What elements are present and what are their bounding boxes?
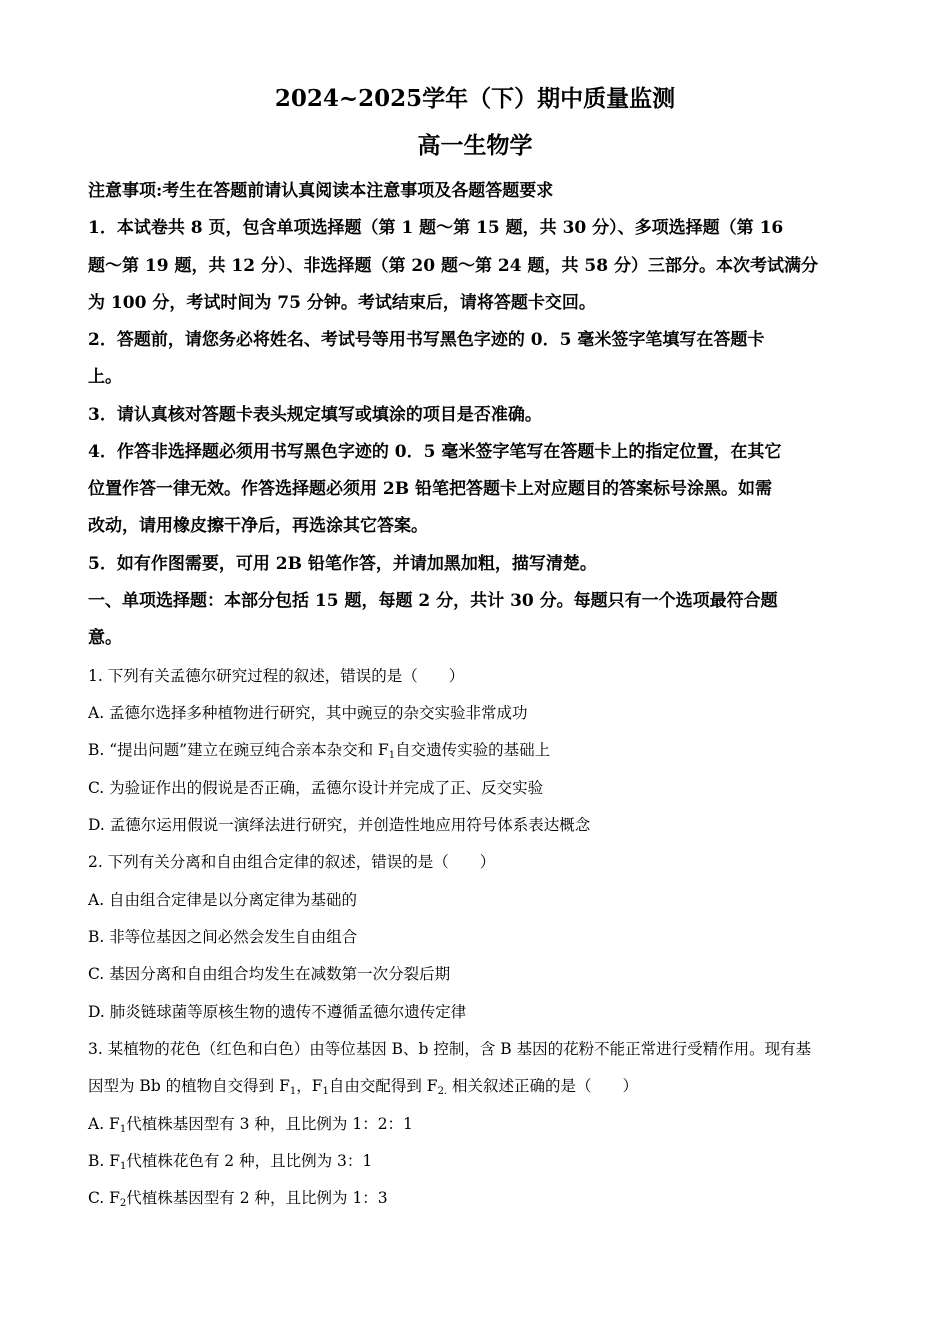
question-1-option-a: A. 孟德尔选择多种植物进行研究，其中豌豆的杂交实验非常成功: [88, 704, 528, 722]
question-2-stem: 2. 下列有关分离和自由组合定律的叙述，错误的是（ ）: [88, 853, 496, 871]
notice-line: 1．本试卷共 8 页，包含单项选择题（第 1 题～第 15 题，共 30 分）、多项选择题（第 16: [88, 218, 784, 238]
question-1-option-b: B. “提出问题”建立在豌豆纯合亲本杂交和 $F_1$自交遗传实验的基础上: [88, 741, 551, 761]
exam-title: 2024~2025学年（下）期中质量监测: [274, 85, 676, 112]
section-heading: 一、单项选择题：本部分包括 15 题，每题 2 分，共计 30 分。每题只有一个选项最符合题: [88, 591, 778, 611]
notice-line: 改动，请用橡皮擦干净后，再选涂其它答案。: [88, 516, 428, 536]
question-1-stem: 1. 下列有关孟德尔研究过程的叙述，错误的是（ ）: [88, 667, 465, 685]
question-1-option-d: D. 孟德尔运用假说一演绎法进行研究，并创造性地应用符号体系表达概念: [88, 816, 591, 834]
question-3-option-b: B. $F_1$代植株花色有 2 种，且比例为 3：1: [88, 1152, 373, 1172]
notice-line: 5．如有作图需要，可用 2B 铅笔作答，并请加黑加粗，描写清楚。: [88, 554, 597, 574]
exam-subject: 高一生物学: [417, 132, 533, 159]
question-3-stem: 3. 某植物的花色（红色和白色）由等位基因 B、b 控制，含 B 基因的花粉不能正常进行受精作用。现有基: [88, 1040, 812, 1058]
question-2-option-d: D. 肺炎链球菌等原核生物的遗传不遵循孟德尔遗传定律: [88, 1003, 467, 1021]
notice-line: 3．请认真核对答题卡表头规定填写或填涂的项目是否准确。: [88, 405, 542, 425]
notice-line: 上。: [88, 367, 122, 387]
question-1-option-c: C. 为验证作出的假说是否正确，孟德尔设计并完成了正、反交实验: [88, 779, 544, 797]
notice-line: 为 100 分，考试时间为 75 分钟。考试结束后，请将答题卡交回。: [88, 293, 596, 313]
notice-heading: 注意事项:考生在答题前请认真阅读本注意事项及各题答题要求: [88, 181, 554, 201]
section-heading: 意。: [88, 628, 122, 648]
question-2-option-c: C. 基因分离和自由组合均发生在减数第一次分裂后期: [88, 965, 451, 983]
question-2-option-b: B. 非等位基因之间必然会发生自由组合: [88, 928, 358, 946]
question-3-stem: 因型为 Bb 的植物自交得到 $F_1$，$F_1$自由交配得到 $F_{2.}$ 相关叙述正确的是（ ）: [88, 1077, 639, 1097]
notice-line: 4．作答非选择题必须用书写黑色字迹的 0．5 毫米签字笔写在答题卡上的指定位置，在其它: [88, 442, 782, 462]
question-2-option-a: A. 自由组合定律是以分离定律为基础的: [88, 891, 358, 909]
notice-line: 位置作答一律无效。作答选择题必须用 2B 铅笔把答题卡上对应题目的答案标号涂黑。如需: [88, 479, 773, 499]
question-3-option-c: C. $F_2$代植株基因型有 2 种，且比例为 1：3: [88, 1189, 388, 1209]
notice-line: 2．答题前，请您务必将姓名、考试号等用书写黑色字迹的 0．5 毫米签字笔填写在答题卡: [88, 330, 765, 350]
question-3-option-a: A. $F_1$代植株基因型有 3 种，且比例为 1：2：1: [88, 1115, 413, 1135]
notice-line: 题～第 19 题，共 12 分）、非选择题（第 20 题～第 24 题，共 58 分）三部分。本次考试满分: [88, 256, 818, 276]
